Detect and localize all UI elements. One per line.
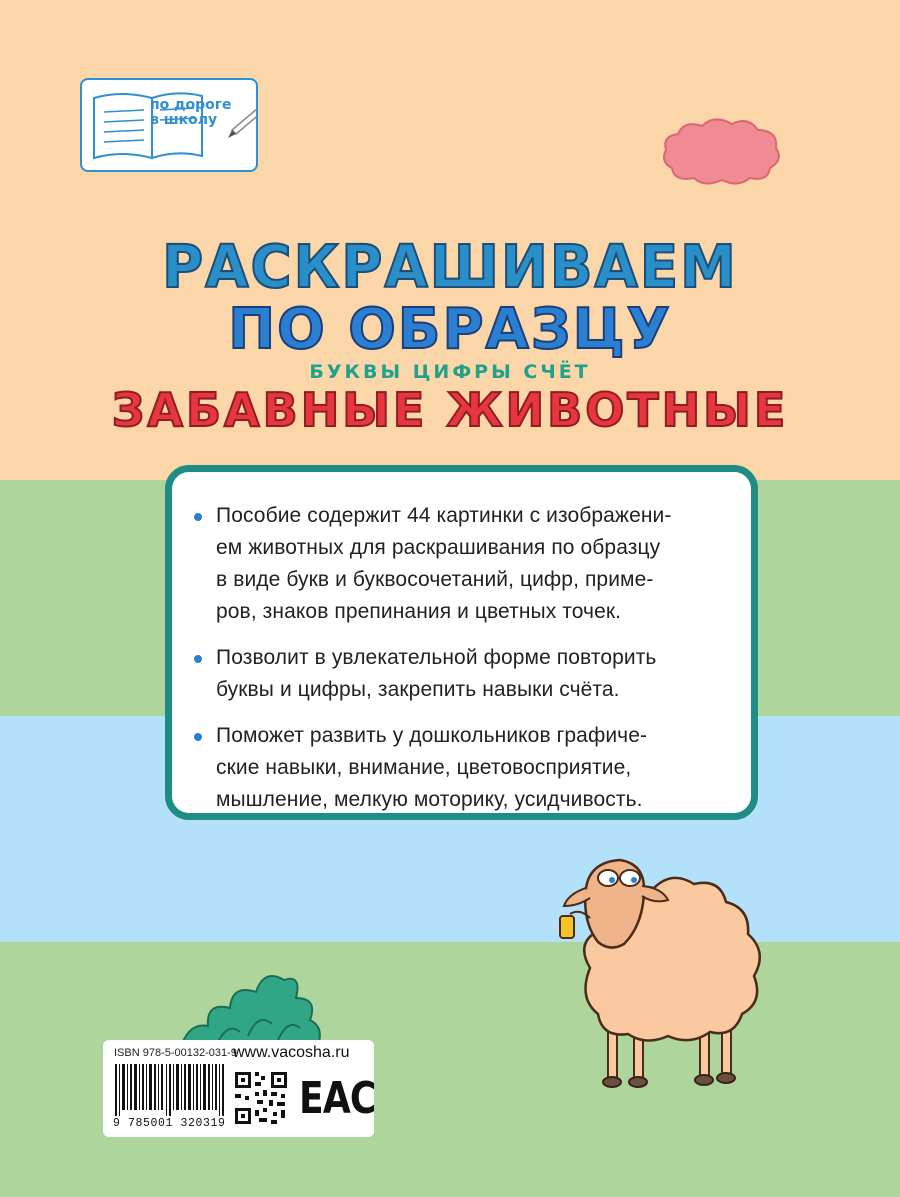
bullet-dot-icon: [194, 655, 202, 663]
description-box: [165, 465, 758, 820]
bullet-line: мышление, мелкую моторику, усидчивость.: [216, 788, 643, 811]
bullet-line: буквы и цифры, закрепить навыки счёта.: [216, 678, 620, 701]
isbn-block: [103, 1040, 374, 1137]
eac-certification-mark: ЕАС: [299, 1073, 376, 1124]
bullet-line: ские навыки, внимание, цветовосприятие,: [216, 756, 632, 779]
series-logo-line1: по дороге: [150, 97, 232, 113]
barcode-icon: [115, 1064, 227, 1116]
series-logo-line2: в школу: [150, 112, 218, 128]
bullet-line: Пособие содержит 44 картинки с изображени-: [216, 504, 672, 527]
bullet-line: в виде букв и буквосочетаний, цифр, приме-: [216, 568, 654, 591]
sheep-illustration: [550, 848, 780, 1098]
description-bullet: [194, 720, 731, 816]
barcode-digits: 9 785001 320319: [113, 1117, 226, 1130]
website-url: www.vacosha.ru: [233, 1044, 350, 1061]
bullet-line: Поможет развить у дошкольников графиче-: [216, 724, 648, 747]
bullet-line: Позволит в увлекательной форме повторить: [216, 646, 657, 669]
qr-code-icon: [233, 1070, 289, 1126]
title-line3: ЗАБАВНЫЕ ЖИВОТНЫЕ: [111, 383, 789, 437]
description-bullet: [194, 642, 731, 706]
bullet-line: ем животных для раскрашивания по образцу: [216, 536, 661, 559]
title-line2: ПО ОБРАЗЦУ: [228, 297, 672, 362]
description-bullet: [194, 500, 731, 628]
bullet-dot-icon: [194, 733, 202, 741]
cloud-icon: [658, 112, 786, 190]
series-logo-text: [150, 98, 250, 128]
title-line1: РАСКРАШИВАЕМ: [162, 233, 738, 302]
subtitle: БУКВЫ ЦИФРЫ СЧЁТ: [309, 361, 591, 383]
isbn-text: ISBN 978-5-00132-031-9: [114, 1047, 237, 1059]
bullet-dot-icon: [194, 513, 202, 521]
bullet-line: ров, знаков препинания и цветных точек.: [216, 600, 622, 623]
bush-icon: [178, 962, 328, 1052]
